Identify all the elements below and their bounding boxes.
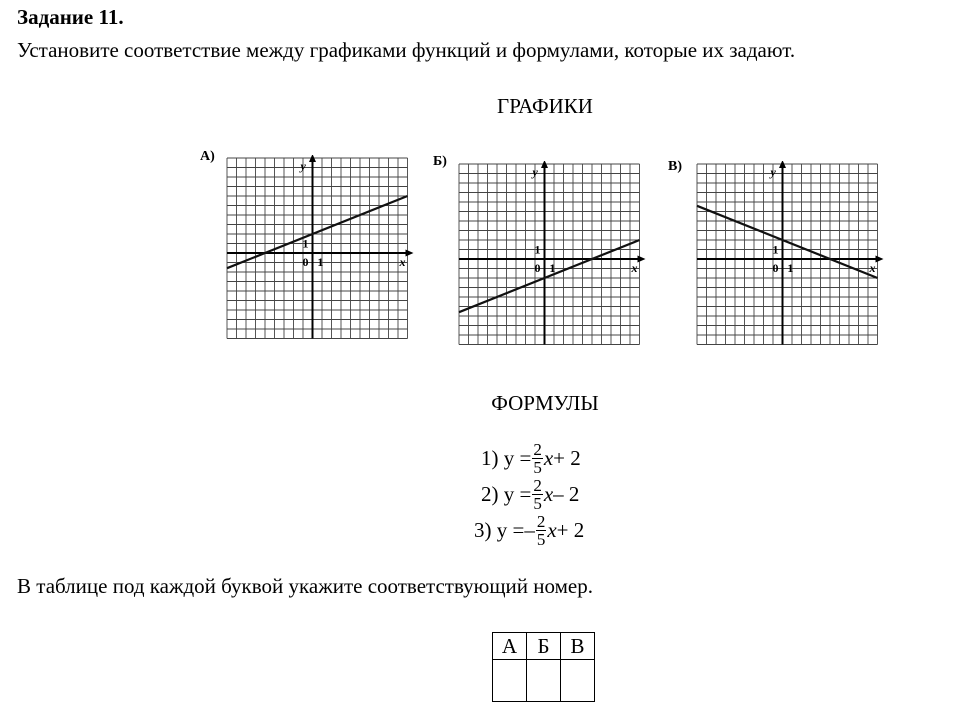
answer-cell-a[interactable] — [493, 660, 527, 702]
graph-v-letter: В) — [668, 159, 682, 174]
x-axis-arrow — [876, 256, 884, 263]
y-axis-arrow — [779, 161, 786, 168]
y-axis-arrow — [309, 155, 316, 162]
formula-3 — [474, 510, 584, 550]
x-axis-label: x — [399, 255, 406, 269]
answer-header-v: В — [561, 633, 595, 660]
x-axis-label: x — [869, 261, 876, 275]
x-axis-label: x — [631, 261, 638, 275]
formula-1-numerator: 2 — [533, 439, 542, 459]
origin-label: 0 — [534, 261, 541, 275]
graph-a — [224, 155, 418, 351]
grid — [697, 164, 878, 345]
formula-1-prefix: 1) y = — [481, 445, 532, 470]
answer-cell-b[interactable] — [527, 660, 561, 702]
formula-3-variable: x — [547, 517, 557, 542]
graphs-block — [194, 143, 894, 363]
graph-b-letter: Б) — [433, 154, 447, 169]
x-tick-one-label: 1 — [317, 255, 324, 269]
formula-2-fraction — [532, 477, 543, 512]
formula-3-fraction — [536, 513, 547, 548]
task-title: Задание 11. — [17, 5, 124, 29]
task-text: Установите соответствие между графиками функций и формулами, которые их задают. — [17, 38, 796, 62]
y-axis-label: y — [770, 165, 776, 179]
formula-2-numerator: 2 — [533, 475, 542, 495]
graph-v — [694, 161, 888, 357]
formula-3-sign: – — [524, 517, 535, 542]
y-axis-label: y — [300, 159, 306, 173]
answer-header-a: А — [493, 633, 527, 660]
formula-2-prefix: 2) y = — [481, 481, 532, 506]
formulas-heading: ФОРМУЛЫ — [491, 391, 599, 415]
graphs-heading: ГРАФИКИ — [497, 94, 593, 118]
formula-1-suffix: + 2 — [553, 445, 581, 470]
answer-cell-v[interactable] — [561, 660, 595, 702]
formula-2 — [481, 474, 579, 514]
x-axis-arrow — [638, 256, 646, 263]
y-axis-label: y — [532, 165, 538, 179]
formula-3-suffix: + 2 — [556, 517, 585, 542]
formula-1 — [481, 438, 581, 478]
graph-b — [456, 161, 650, 357]
formula-1-fraction — [532, 441, 543, 476]
y-tick-one-label: 1 — [534, 242, 541, 257]
instruction: В таблице под каждой буквой укажите соответствующий номер. — [17, 574, 593, 598]
x-tick-one-label: 1 — [787, 261, 794, 275]
formula-1-denominator: 5 — [533, 457, 542, 477]
formula-3-prefix: 3) y = — [474, 517, 525, 542]
formula-2-denominator: 5 — [533, 493, 542, 513]
y-axis-arrow — [541, 161, 548, 168]
formula-2-suffix: – 2 — [553, 481, 580, 506]
formula-3-denominator: 5 — [536, 529, 546, 549]
y-tick-one-label: 1 — [302, 236, 309, 251]
grid — [459, 164, 640, 345]
grid — [227, 158, 408, 339]
origin-label: 0 — [772, 261, 779, 275]
x-axis-arrow — [406, 250, 414, 257]
y-tick-one-label: 1 — [772, 242, 779, 257]
graph-a-letter: А) — [200, 149, 215, 164]
x-tick-one-label: 1 — [549, 261, 556, 275]
answer-header-b: Б — [527, 633, 561, 660]
formula-2-variable: x — [543, 481, 554, 506]
formula-1-variable: x — [543, 445, 554, 470]
origin-label: 0 — [302, 255, 309, 269]
function-line — [459, 240, 640, 312]
formula-3-numerator: 2 — [536, 511, 546, 531]
answer-table — [492, 632, 595, 702]
